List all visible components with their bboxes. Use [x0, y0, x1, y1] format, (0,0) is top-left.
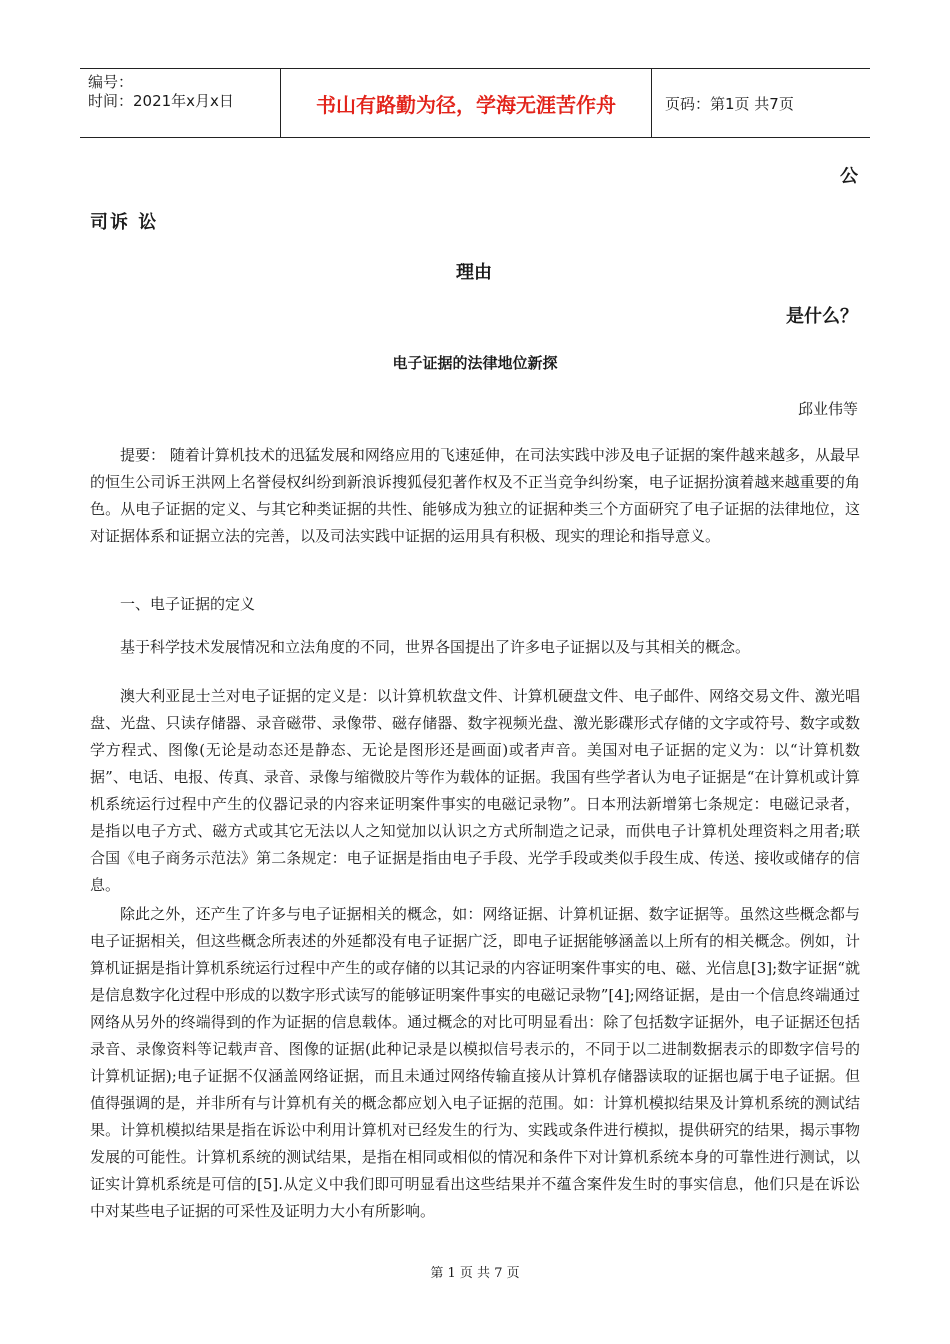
header-meta: [80, 69, 280, 137]
heading-fragment-sisu: 司诉 讼: [90, 212, 159, 233]
header-page-number: 页码：第1页 共7页: [665, 94, 794, 113]
body-paragraph-1: 基于科学技术发展情况和立法角度的不同，世界各国提出了许多电子证据以及与其相关的概念。: [120, 638, 751, 656]
heading-fragment-liyou: 理由: [456, 262, 492, 283]
article-author: 邱业伟等: [797, 400, 858, 418]
abstract-paragraph: 提要： 随着计算机技术的迅猛发展和网络应用的飞速延伸，在司法实践中涉及电子证据的案件越来越多，从最早的恒生公司诉王洪网上名誉侵权纠纷到新浪诉搜狐侵犯著作权及不正当竞争纠纷案，电子证据扮演着越来越重要的角色。从电子证据的定义、与其它种类证据的共性、能够成为独立的证据种类三个方面研究了电子证据的法律地位，这对证据体系和证据立法的完善，以及司法实践中证据的运用具有积极、现实的理论和指导意义。: [90, 446, 860, 545]
page-footer: 第 1 页 共 7 页: [430, 1266, 520, 1281]
header-table: [80, 68, 870, 138]
document-number: 编号：: [88, 73, 134, 91]
article-title: 电子证据的法律地位新探: [392, 354, 558, 372]
body-paragraph-2: 澳大利亚昆士兰对电子证据的定义是：以计算机软盘文件、计算机硬盘文件、电子邮件、网络交易文件、激光唱盘、光盘、只读存储器、录音磁带、录像带、磁存储器、数字视频光盘、激光影碟形式存储的文字或符号、数字或数学方程式、图像(无论是动态还是静态、无论是图形还是画面)或者声音。美国对电子证据的定义为：以“计算机数据”、电话、电报、传真、录音、录像与缩微胶片等作为载体的证据。我国有些学者认为电子证据是“在计算机或计算机系统运行过程中产生的仪器记录的内容来证明案件事实的电磁记录物”。日本刑法新增第七条规定：电磁记录者，是指以电子方式、磁方式或其它无法以人之知觉加以认识之方式所制造之记录，而供电子计算机处理资料之用者;联合国《电子商务示范法》第二条规定：电子证据是指由电子手段、光学手段或类似手段生成、传送、接收或储存的信息。: [90, 687, 860, 894]
document-date: 时间：2021年x月x日: [88, 92, 234, 110]
body-paragraph-3: 除此之外，还产生了许多与电子证据相关的概念，如：网络证据、计算机证据、数字证据等。虽然这些概念都与电子证据相关，但这些概念所表述的外延都没有电子证据广泛，即电子证据能够涵盖以上所有的相关概念。例如，计算机证据是指计算机系统运行过程中产生的或存储的以其记录的内容证明案件事实的电、磁、光信息[3];数字证据“就是信息数字化过程中形成的以数字形式读写的能够证明案件事实的电磁记录物”[4];网络证据，是由一个信息终端通过网络从另外的终端得到的作为证据的信息载体。通过概念的对比可明显看出：除了包括数字证据外，电子证据还包括录音、录像资料等记载声音、图像的证据(此种记录是以模拟信号表示的，不同于以二进制数据表示的即数字信号的计算机证据);电子证据不仅涵盖网络证据，而且未通过网络传输直接从计算机存储器读取的证据也属于电子证据。但值得强调的是，并非所有与计算机有关的概念都应划入电子证据的范围。如：计算机模拟结果及计算机系统的测试结果。计算机模拟结果是指在诉讼中利用计算机对已经发生的行为、实践或条件进行模拟，提供研究的结果，揭示事物发展的可能性。计算机系统的测试结果，是指在相同或相似的情况和条件下对计算机系统本身的可靠性进行测试，以证实计算机系统是可信的[5].从定义中我们即可明显看出这些结果并不蕴含案件发生时的事实信息，他们只是在诉讼中对某些电子证据的可采性及证明力大小有所影响。: [90, 905, 860, 1220]
section-heading: 一、电子证据的定义: [120, 595, 256, 613]
header-motto: 书山有路勤为径，学海无涯苦作舟: [280, 69, 652, 137]
heading-fragment-gong: 公: [840, 166, 858, 187]
heading-fragment-shi: 是什么？: [786, 306, 858, 327]
